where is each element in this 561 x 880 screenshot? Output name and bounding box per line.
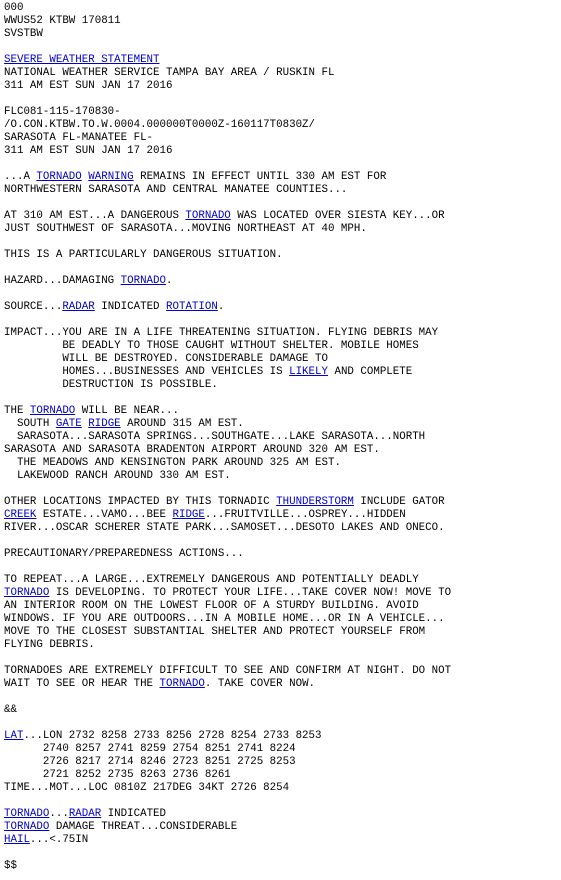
glossary-link-tornado[interactable]: TORNADO — [159, 678, 205, 690]
text-segment: DAMAGE THREAT...CONSIDERABLE — [49, 821, 238, 833]
text-line — [4, 327, 561, 340]
text-line — [4, 15, 561, 28]
text-line — [4, 2, 561, 15]
text-segment: TORNADOES ARE EXTREMELY DIFFICULT TO SEE AND CONFIRM AT NIGHT. DO NOT — [4, 665, 452, 677]
text-segment: ...LON 2732 8258 2733 8256 2728 8254 2733 8253 — [23, 730, 322, 742]
text-segment: HAZARD...DAMAGING — [4, 275, 121, 287]
text-segment: MOVE TO THE CLOSEST SUBSTANTIAL SHELTER AND PROTECT YOURSELF FROM — [4, 626, 426, 638]
text-segment: WILL BE NEAR... — [75, 405, 179, 417]
text-segment: OTHER LOCATIONS IMPACTED BY THIS TORNADIC — [4, 496, 277, 508]
text-line — [4, 470, 561, 483]
text-line — [4, 392, 561, 405]
text-segment: NATIONAL WEATHER SERVICE TAMPA BAY AREA / RUSKIN FL — [4, 67, 335, 79]
text-segment: /O.CON.KTBW.TO.W.0004.000000T0000Z-160117T0830Z/ — [4, 119, 316, 131]
text-segment: 000 — [4, 2, 24, 14]
text-segment: WILL BE DESTROYED. CONSIDERABLE DAMAGE TO — [4, 353, 328, 365]
text-line — [4, 626, 561, 639]
text-segment: AND COMPLETE — [327, 366, 413, 378]
glossary-link-creek[interactable]: CREEK — [4, 509, 37, 521]
text-line — [4, 730, 561, 743]
text-segment: ... — [49, 808, 69, 820]
text-line — [4, 860, 561, 873]
text-line — [4, 301, 561, 314]
glossary-link-likely[interactable]: LIKELY — [289, 366, 328, 378]
text-line — [4, 769, 561, 782]
text-segment: ...FRUITVILLE...OSPREY...HIDDEN — [204, 509, 406, 521]
text-segment: WINDOWS. IF YOU ARE OUTDOORS...IN A MOBILE HOME...OR IN A VEHICLE... — [4, 613, 445, 625]
text-segment: HOMES...BUSINESSES AND VEHICLES IS — [4, 366, 290, 378]
text-line — [4, 223, 561, 236]
text-line — [4, 782, 561, 795]
text-line — [4, 158, 561, 171]
text-line — [4, 743, 561, 756]
text-segment: SVSTBW — [4, 28, 43, 40]
text-line — [4, 522, 561, 535]
text-line — [4, 275, 561, 288]
text-line — [4, 587, 561, 600]
text-line — [4, 288, 561, 301]
text-line — [4, 93, 561, 106]
glossary-link-tornado[interactable]: TORNADO — [4, 821, 50, 833]
glossary-link-tornado[interactable]: TORNADO — [29, 405, 76, 417]
text-line — [4, 418, 561, 431]
text-line — [4, 80, 561, 93]
text-segment: BE DEADLY TO THOSE CAUGHT WITHOUT SHELTER. MOBILE HOMES — [4, 340, 419, 352]
text-segment: 311 AM EST SUN JAN 17 2016 — [4, 80, 173, 92]
text-line — [4, 249, 561, 262]
glossary-link-rotation[interactable]: ROTATION — [166, 301, 218, 313]
text-segment: WAS LOCATED OVER SIESTA KEY...OR — [230, 210, 445, 222]
text-line — [4, 54, 561, 67]
text-line — [4, 431, 561, 444]
text-line — [4, 678, 561, 691]
text-segment: INCLUDE GATOR — [353, 496, 445, 508]
text-segment: AN INTERIOR ROOM ON THE LOWEST FLOOR OF A STURDY BUILDING. AVOID — [4, 600, 419, 612]
glossary-link-ridge[interactable]: RIDGE — [172, 509, 205, 521]
text-line — [4, 444, 561, 457]
glossary-link-radar[interactable]: RADAR — [62, 301, 95, 313]
text-segment: NORTHWESTERN SARASOTA AND CENTRAL MANATEE COUNTIES... — [4, 184, 348, 196]
text-line — [4, 639, 561, 652]
text-segment: PRECAUTIONARY/PREPAREDNESS ACTIONS... — [4, 548, 244, 560]
text-segment: INDICATED — [101, 808, 167, 820]
text-segment: INDICATED — [94, 301, 167, 313]
text-segment: $$ — [4, 860, 17, 872]
text-segment: SOURCE... — [4, 301, 63, 313]
text-segment: ESTATE...VAMO...BEE — [36, 509, 173, 521]
text-line — [4, 236, 561, 249]
text-line — [4, 119, 561, 132]
text-segment: TO REPEAT...A LARGE...EXTREMELY DANGEROUS AND POTENTIALLY DEADLY — [4, 574, 419, 586]
text-segment: FLYING DEBRIS. — [4, 639, 95, 651]
text-line — [4, 171, 561, 184]
text-segment: IMPACT...YOU ARE IN A LIFE THREATENING SITUATION. FLYING DEBRIS MAY — [4, 327, 439, 339]
text-line — [4, 28, 561, 41]
text-line — [4, 340, 561, 353]
text-segment: SARASOTA...SARASOTA SPRINGS...SOUTHGATE...LAKE SARASOTA...NORTH — [4, 431, 426, 443]
glossary-link-gate[interactable]: GATE — [55, 418, 82, 430]
glossary-link-thunderstorm[interactable]: THUNDERSTORM — [276, 496, 354, 508]
text-line — [4, 197, 561, 210]
glossary-link-tornado[interactable]: TORNADO — [4, 808, 50, 820]
text-line — [4, 457, 561, 470]
glossary-link-hail[interactable]: HAIL — [4, 834, 30, 846]
text-line — [4, 41, 561, 54]
glossary-link-ridge[interactable]: RIDGE — [88, 418, 121, 430]
text-line — [4, 574, 561, 587]
text-segment: IS DEVELOPING. TO PROTECT YOUR LIFE...TAKE COVER NOW! MOVE TO — [49, 587, 452, 599]
text-segment: LAKEWOOD RANCH AROUND 330 AM EST. — [4, 470, 231, 482]
glossary-link-tornado[interactable]: TORNADO — [185, 210, 231, 222]
glossary-link-tornado[interactable]: TORNADO — [36, 171, 82, 183]
text-line — [4, 262, 561, 275]
text-segment: . — [217, 301, 225, 313]
glossary-link-tornado[interactable]: TORNADO — [4, 587, 50, 599]
text-line — [4, 652, 561, 665]
text-line — [4, 548, 561, 561]
text-line — [4, 613, 561, 626]
text-line — [4, 67, 561, 80]
text-line — [4, 704, 561, 717]
text-segment: AROUND 315 AM EST. — [120, 418, 244, 430]
text-line — [4, 834, 561, 847]
text-segment: TIME...MOT...LOC 0810Z 217DEG 34KT 2726 8254 — [4, 782, 290, 794]
text-line — [4, 353, 561, 366]
text-line — [4, 821, 561, 834]
text-line — [4, 691, 561, 704]
text-line — [4, 808, 561, 821]
text-segment: JUST SOUTHWEST OF SARASOTA...MOVING NORTHEAST AT 40 MPH. — [4, 223, 367, 235]
text-segment: THE MEADOWS AND KENSINGTON PARK AROUND 325 AM EST. — [4, 457, 341, 469]
text-segment: 2721 8252 2735 8263 2736 8261 — [4, 769, 231, 781]
text-line — [4, 106, 561, 119]
text-segment: SARASOTA FL-MANATEE FL- — [4, 132, 154, 144]
text-segment: . TAKE COVER NOW. — [204, 678, 316, 690]
text-segment: THE — [4, 405, 30, 417]
text-segment: AT 310 AM EST...A DANGEROUS — [4, 210, 186, 222]
glossary-link-lat[interactable]: LAT — [4, 730, 24, 742]
text-line — [4, 379, 561, 392]
text-segment: 311 AM EST SUN JAN 17 2016 — [4, 145, 173, 157]
text-segment: DESTRUCTION IS POSSIBLE. — [4, 379, 218, 391]
text-line — [4, 717, 561, 730]
text-segment: REMAINS IN EFFECT UNTIL 330 AM EST FOR — [133, 171, 387, 183]
glossary-link-tornado[interactable]: TORNADO — [120, 275, 166, 287]
text-line — [4, 795, 561, 808]
text-line — [4, 210, 561, 223]
text-line — [4, 366, 561, 379]
text-line — [4, 314, 561, 327]
text-line — [4, 496, 561, 509]
glossary-link-radar[interactable]: RADAR — [68, 808, 102, 820]
text-line — [4, 405, 561, 418]
text-segment: ...A — [4, 171, 37, 183]
text-segment: RIVER...OSCAR SCHERER STATE PARK...SAMOSET...DESOTO LAKES AND ONECO. — [4, 522, 445, 534]
text-segment: ...<.75IN — [29, 834, 89, 846]
text-line — [4, 665, 561, 678]
text-segment: WAIT TO SEE OR HEAR THE — [4, 678, 160, 690]
text-segment: FLC081-115-170830- — [4, 106, 121, 118]
text-line — [4, 483, 561, 496]
text-line — [4, 132, 561, 145]
text-line — [4, 600, 561, 613]
glossary-link-severe-weather-statement[interactable]: SEVERE WEATHER STATEMENT — [4, 54, 160, 66]
text-segment: SARASOTA AND SARASOTA BRADENTON AIRPORT AROUND 320 AM EST. — [4, 444, 380, 456]
text-line — [4, 847, 561, 860]
text-line — [4, 509, 561, 522]
text-segment: && — [4, 704, 17, 716]
text-line — [4, 145, 561, 158]
text-segment: 2740 8257 2741 8259 2754 8251 2741 8224 — [4, 743, 296, 755]
glossary-link-warning[interactable]: WARNING — [88, 171, 134, 183]
text-line — [4, 535, 561, 548]
text-line — [4, 756, 561, 769]
text-segment: SOUTH — [4, 418, 56, 430]
text-segment: THIS IS A PARTICULARLY DANGEROUS SITUATION. — [4, 249, 283, 261]
text-line — [4, 184, 561, 197]
text-segment: 2726 8217 2714 8246 2723 8251 2725 8253 — [4, 756, 296, 768]
text-segment: WWUS52 KTBW 170811 — [4, 15, 121, 27]
text-line — [4, 561, 561, 574]
text-segment: . — [166, 275, 173, 287]
